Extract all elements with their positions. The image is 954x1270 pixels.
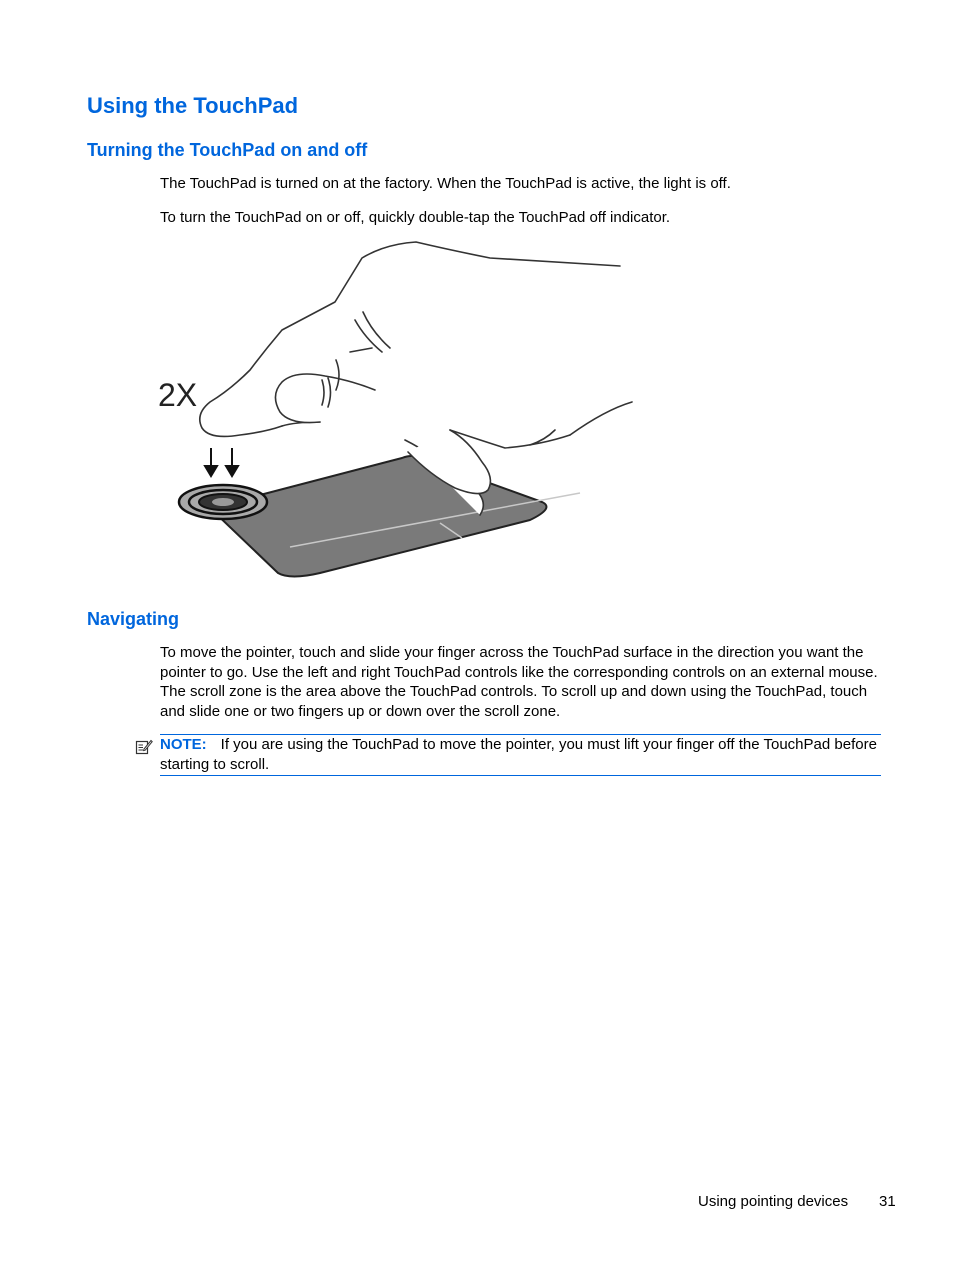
paragraph-navigating: To move the pointer, touch and slide your finger across the TouchPad surface in the direction you want the pointer to go. Use the left and right TouchPad controls like the corresponding controls on an external mouse. The scroll zone is the area above the TouchPad controls. To scroll up and down using the TouchPad, touch and slide one or two fingers up or down over the scroll zone. <box>160 644 878 720</box>
tap-count-label: 2X <box>158 377 198 413</box>
page-number: 31 <box>879 1193 896 1210</box>
page-title: Using the TouchPad <box>87 93 299 118</box>
note-text: If you are using the TouchPad to move the pointer, you must lift your finger off the TouchPad before starting to scroll. <box>160 736 877 773</box>
indicator-light-icon <box>179 485 267 519</box>
section-heading-turning: Turning the TouchPad on and off <box>87 140 368 160</box>
section-heading-navigating: Navigating <box>87 609 180 629</box>
down-arrows-icon <box>205 448 238 476</box>
touchpad-icon <box>210 456 580 577</box>
paragraph-double-tap: To turn the TouchPad on or off, quickly double-tap the TouchPad off indicator. <box>160 209 671 226</box>
paragraph-factory-default: The TouchPad is turned on at the factory. When the TouchPad is active, the light is off. <box>160 175 731 192</box>
footer-section-title: Using pointing devices <box>698 1193 849 1210</box>
note-box <box>160 734 881 776</box>
note-label: NOTE: <box>160 736 207 753</box>
note-pencil-icon <box>135 738 153 756</box>
touchpad-illustration <box>150 240 650 585</box>
